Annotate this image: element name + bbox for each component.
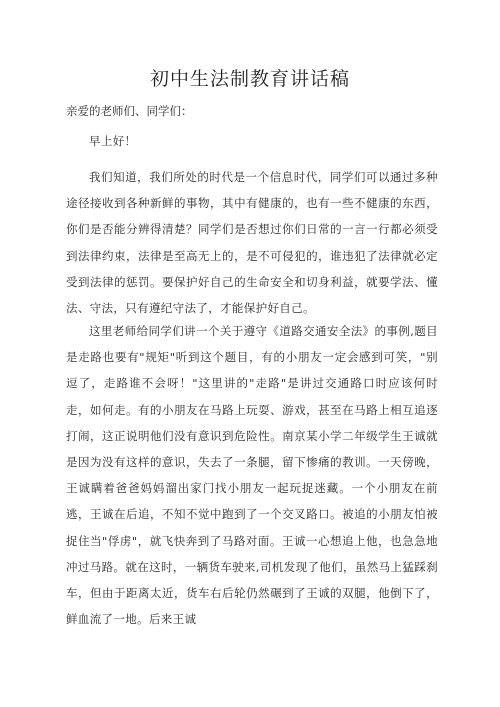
salutation: 亲爱的老师们、同学们： <box>66 104 193 118</box>
greeting-paragraph: 早上好！ <box>89 134 137 148</box>
body-paragraph-2: 这里老师给同学们讲一个关于遵守《道路交通安全法》的事例,题目是走路也要有"规矩"听到这个题目，有的小朋友一定会感到可笑，"别逗了，走路谁不会呀！"这里讲的"走路"是讲过交通路口时应该何时走，如何走。有的小朋友在马路上玩耍、游戏，甚至在马路上相互追逐打闹，这正说明他们没有意识到危险性。南京某小学二年级学生王诚就是因为没有这样的意识，失去了一条腿，留下惨痛的教训。一天傍晚，王诚瞒着爸爸妈妈溜出家门找小朋友一起玩捉迷藏。一个小朋友在前逃，王诚在后追，不知不觉中跑到了一个交叉路口。被追的小朋友怕被捉住当"俘虏"，就飞快奔到了马路对面。王诚一心想追上他，也急急地冲过马路。就在这时，一辆货车驶来,司机发现了他们，虽然马上猛踩刹车，但由于距离太近，货车右后轮仍然碾到了王诚的双腿，他倒下了，鲜血流了一地。后来王诚 <box>66 324 438 627</box>
document-title: 初中生法制教育讲话稿 <box>149 68 350 90</box>
body-paragraph-1: 我们知道，我们所处的时代是一个信息时代，同学们可以通过多种途径接收到各种新鲜的事物，其中有健康的，也有一些不健康的东西，你们是否能分辨得清楚？同学们是否想过你们日常的一言一行都必须受到法律约束，法律是至高无上的，是不可侵犯的，谁违犯了法律就必定受到法律的惩罚。要保护好自己的生命安全和切身利益，就要学法、懂法、守法，只有遵纪守法了，才能保护好自己。 <box>66 170 438 316</box>
